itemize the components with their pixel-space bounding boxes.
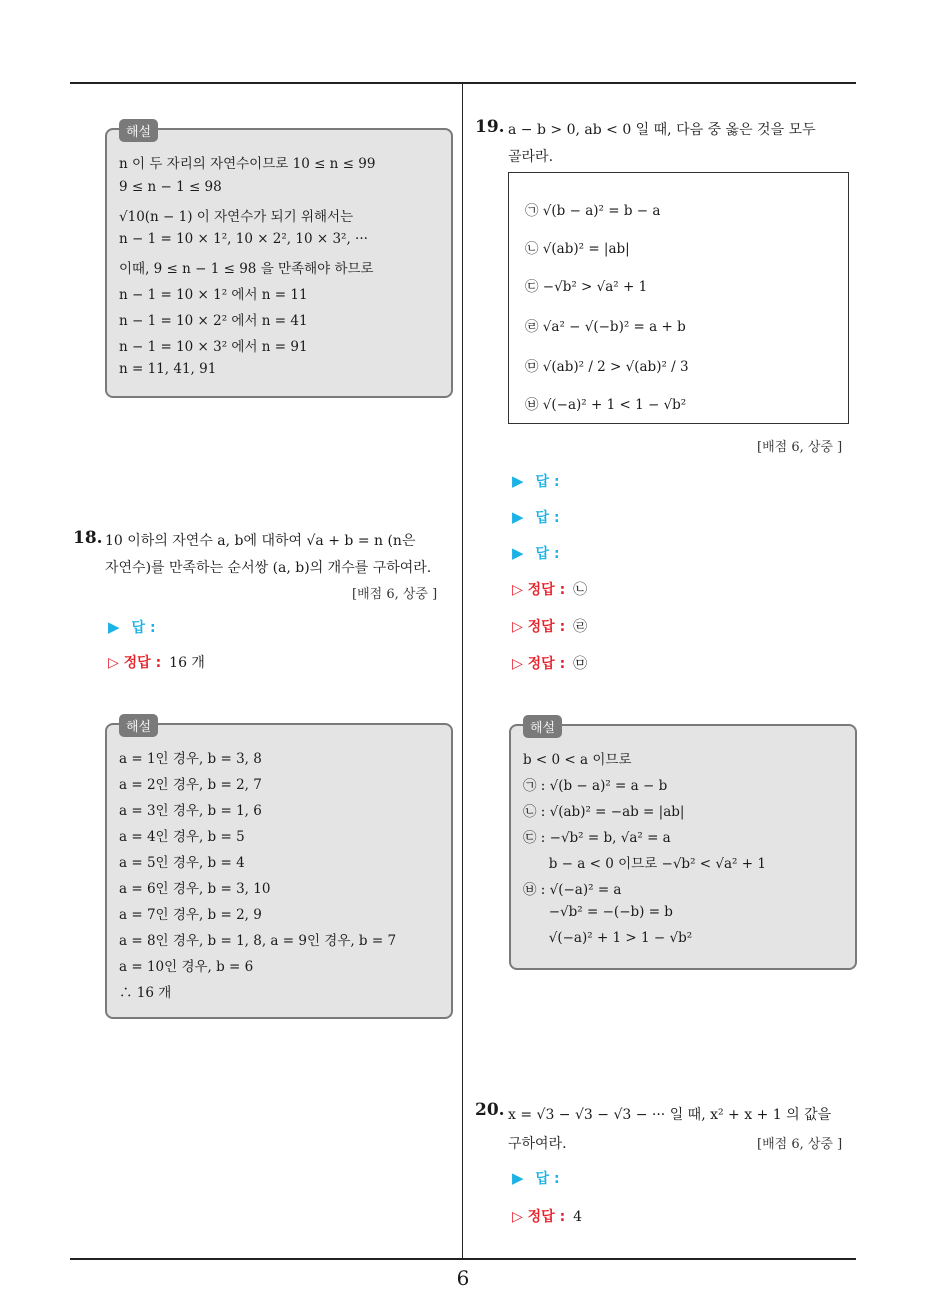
solution-box-19	[509, 721, 857, 970]
page-number: 6	[456, 1266, 470, 1290]
solution-line: ㉢ : −√b² = b, √a² = a	[523, 830, 671, 846]
question-20-score: [배점 6, 상중 ]	[757, 1137, 843, 1152]
solution-line: −√b² = −(−b) = b	[523, 904, 673, 920]
choices-box	[508, 172, 849, 424]
solution-line: √10(n − 1) 이 자연수가 되기 위해서는	[119, 209, 354, 225]
choice-item: ㉢ −√b² > √a² + 1	[525, 279, 648, 295]
solution-line: n 이 두 자리의 자연수이므로 10 ≤ n ≤ 99	[119, 156, 376, 172]
bottom-rule	[70, 1258, 856, 1260]
top-rule	[70, 82, 856, 84]
correct-answer-row-19-2	[512, 616, 587, 636]
solution-line: n − 1 = 10 × 1² 에서 n = 11	[119, 287, 308, 303]
question-18-line2: 자연수)를 만족하는 순서쌍 (a, b)의 개수를 구하여라.	[105, 560, 432, 576]
correct-answer-row-20	[512, 1206, 582, 1226]
solution-line: a = 7인 경우, b = 2, 9	[119, 907, 262, 923]
question-20-line1: x = √3 − √3 − √3 − ··· 일 때, x² + x + 1 의 값을	[508, 1107, 832, 1123]
solution-line: b < 0 < a 이므로	[523, 752, 632, 768]
solution-line: a = 10인 경우, b = 6	[119, 959, 254, 975]
question-number-18: 18.	[73, 528, 103, 548]
solution-line: a = 8인 경우, b = 1, 8, a = 9인 경우, b = 7	[119, 933, 397, 949]
solution-tag: 해설	[119, 714, 158, 737]
choice-item: ㉠ √(b − a)² = b − a	[525, 203, 661, 219]
answer-marker-icon: ▶	[512, 508, 524, 526]
answer-label: 답 :	[535, 510, 560, 526]
answer-row-19-2[interactable]	[512, 507, 560, 527]
question-19-line2: 골라라.	[508, 149, 554, 165]
choice-item: ㉤ √(ab)² / 2 > √(ab)² / 3	[525, 359, 689, 375]
choice-item: ㉡ √(ab)² = |ab|	[525, 241, 630, 257]
correct-label: ▷ 정답 :	[108, 655, 162, 671]
correct-label: ▷ 정답 :	[512, 619, 566, 635]
answer-label: 답 :	[535, 474, 560, 490]
correct-value: 4	[573, 1209, 583, 1225]
solution-line: a = 6인 경우, b = 3, 10	[119, 881, 271, 897]
answer-row-19-1[interactable]	[512, 471, 560, 491]
correct-value: ㉡	[573, 582, 588, 598]
choice-item: ㉥ √(−a)² + 1 < 1 − √b²	[525, 397, 687, 413]
solution-line: n − 1 = 10 × 2² 에서 n = 41	[119, 313, 308, 329]
solution-line: n − 1 = 10 × 3² 에서 n = 91	[119, 339, 308, 355]
solution-tag: 해설	[523, 715, 562, 738]
solution-line: ∴ 16 개	[119, 985, 172, 1001]
solution-line: 9 ≤ n − 1 ≤ 98	[119, 179, 222, 195]
question-number-20: 20.	[475, 1100, 505, 1120]
choice-item: ㉣ √a² − √(−b)² = a + b	[525, 319, 686, 335]
question-18-line1: 10 이하의 자연수 a, b에 대하여 √a + b = n (n은	[105, 533, 416, 549]
answer-row-18[interactable]	[108, 617, 156, 637]
answer-label: 답 :	[131, 620, 156, 636]
solution-line: b − a < 0 이므로 −√b² < √a² + 1	[523, 856, 766, 872]
answer-marker-icon: ▶	[512, 1169, 524, 1187]
solution-line: a = 4인 경우, b = 5	[119, 829, 245, 845]
correct-value: ㉣	[573, 619, 588, 635]
column-divider	[462, 84, 463, 1258]
solution-line: √(−a)² + 1 > 1 − √b²	[523, 930, 693, 946]
solution-line: n = 11, 41, 91	[119, 361, 217, 377]
answer-marker-icon: ▶	[512, 472, 524, 490]
solution-box-17	[105, 125, 453, 398]
question-20-line2: 구하여라.	[508, 1136, 567, 1152]
solution-tag: 해설	[119, 119, 158, 142]
correct-value: ㉤	[573, 656, 588, 672]
correct-answer-row-18	[108, 652, 205, 672]
question-18-score: [배점 6, 상중 ]	[352, 587, 438, 602]
solution-line: a = 2인 경우, b = 2, 7	[119, 777, 262, 793]
solution-line: a = 5인 경우, b = 4	[119, 855, 245, 871]
correct-label: ▷ 정답 :	[512, 656, 566, 672]
solution-line: 이때, 9 ≤ n − 1 ≤ 98 을 만족해야 하므로	[119, 261, 374, 277]
solution-line: ㉡ : √(ab)² = −ab = |ab|	[523, 804, 685, 820]
solution-box-18	[105, 720, 453, 1019]
correct-value: 16 개	[169, 655, 205, 671]
answer-label: 답 :	[535, 546, 560, 562]
answer-row-20[interactable]	[512, 1168, 560, 1188]
question-19-line1: a − b > 0, ab < 0 일 때, 다음 중 옳은 것을 모두	[508, 122, 816, 138]
answer-marker-icon: ▶	[512, 544, 524, 562]
solution-line: n − 1 = 10 × 1², 10 × 2², 10 × 3², ···	[119, 231, 368, 247]
solution-line: ㉥ : √(−a)² = a	[523, 882, 622, 898]
question-number-19: 19.	[475, 117, 505, 137]
answer-label: 답 :	[535, 1171, 560, 1187]
answer-marker-icon: ▶	[108, 618, 120, 636]
solution-line: a = 3인 경우, b = 1, 6	[119, 803, 262, 819]
correct-label: ▷ 정답 :	[512, 582, 566, 598]
correct-label: ▷ 정답 :	[512, 1209, 566, 1225]
solution-line: a = 1인 경우, b = 3, 8	[119, 751, 262, 767]
correct-answer-row-19-1	[512, 579, 587, 599]
answer-row-19-3[interactable]	[512, 543, 560, 563]
question-19-score: [배점 6, 상중 ]	[757, 440, 843, 455]
correct-answer-row-19-3	[512, 653, 587, 673]
solution-line: ㉠ : √(b − a)² = a − b	[523, 778, 668, 794]
